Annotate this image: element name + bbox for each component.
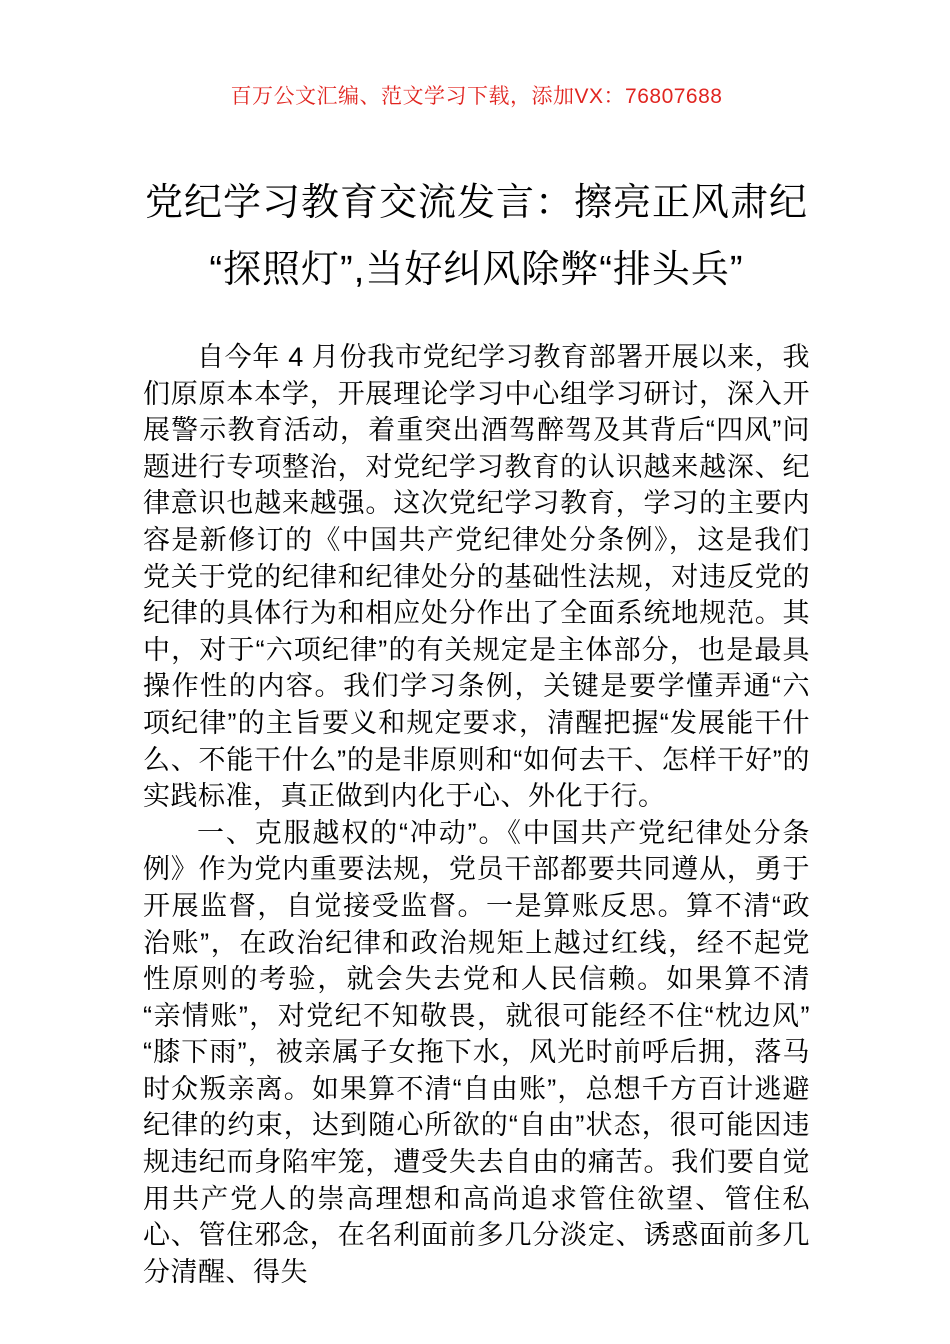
body-paragraph-1: 自今年 4 月份我市党纪学习教育部署开展以来，我们原原本本学，开展理论学习中心组学习研讨，深入开展警示教育活动，着重突出酒驾醉驾及其背后“四风”问题进行专项整治，对党纪学习教育的认识越来越深、纪律意识也越来越强。这次党纪学习教育，学习的主要内容是新修订的《中国共产党纪律处分条例》，这是我们党关于党的纪律和纪律处分的基础性法规，对违反党的纪律的具体行为和相应处分作出了全面系统地规范。其中，对于“六项纪律”的有关规定是主体部分，也是最具操作性的内容。我们学习条例，关键是要学懂弄通“六项纪律”的主旨要义和规定要求，清醒把握“发展能干什么、不能干什么”的是非原则和“如何去干、怎样干好”的实践标准，真正做到内化于心、外化于行。 bbox=[143, 342, 810, 812]
document-title bbox=[143, 170, 810, 304]
body-paragraph-2: 一、克服越权的“冲动”。《中国共产党纪律处分条例》作为党内重要法规，党员干部都要共同遵从，勇于开展监督，自觉接受监督。一是算账反思。算不清“政治账”，在政治纪律和政治规矩上越过红线，经不起党性原则的考验，就会失去党和人民信赖。如果算不清“亲情账”，对党纪不知敬畏，就很可能经不住“枕边风”“膝下雨”，被亲属子女拖下水，风光时前呼后拥，落马时众叛亲离。如果算不清“自由账”，总想千方百计逃避纪律的约束，达到随心所欲的“自由”状态，很可能因违规违纪而身陷牢笼，遭受失去自由的痛苦。我们要自觉用共产党人的崇高理想和高尚追求管住欲望、管住私心、管住邪念，在名利面前多几分淡定、诱惑面前多几分清醒、得失 bbox=[143, 817, 810, 1287]
title-line-1: 党纪学习教育交流发言：擦亮正风肃纪 bbox=[144, 182, 808, 224]
document-body bbox=[143, 339, 810, 1290]
promo-header-text: 百万公文汇编、范文学习下载，添加VX：76807688 bbox=[230, 85, 723, 108]
title-line-2: “探照灯”,当好纠风除弊“排头兵” bbox=[209, 249, 744, 291]
